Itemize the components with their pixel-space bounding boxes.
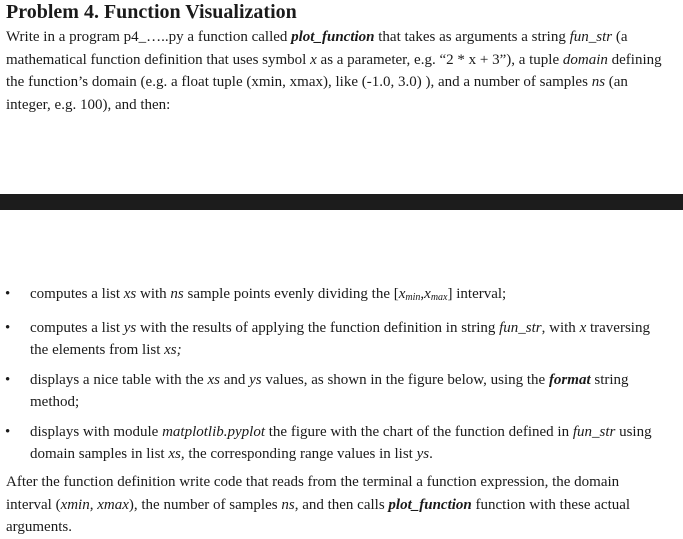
- bullet-icon: •: [5, 286, 11, 302]
- bullet-icon: •: [5, 319, 11, 336]
- function-name: plot_function: [388, 496, 472, 513]
- bullet-icon: •: [5, 423, 11, 440]
- intro-paragraph: Write in a program p4_…..py a function called plot_function that takes as arguments a string fun_str (a mathematical function definition that uses symbol x as a parameter, e.g. “2 * x + 3”), a tuple domain defining the function’s domain (e.g. a float tuple (xmin, xmax), like (-1.0, 3.0) ), and a number of samples ns (an integer, e.g. 100), and then:: [6, 29, 662, 113]
- list-item: • displays with module matplotlib.pyplot the figure with the chart of the function defined in fun_str using domain samples in list xs, the corresponding range values in list ys.: [5, 423, 652, 462]
- closing-paragraph: After the function definition write code that reads from the terminal a function expression, the domain interval (xmin, xmax), the number of samples ns, and then calls plot_function function with these actual arguments.: [6, 474, 631, 535]
- list-item: • computes a list ys with the results of applying the function definition in string fun_str, with x traversing the elements from list xs;: [5, 319, 650, 358]
- problem-title: Problem 4. Function Visualization: [6, 1, 297, 23]
- list-item: • displays a nice table with the xs and ys values, as shown in the figure below, using the format string method;: [5, 371, 629, 410]
- function-name: plot_function: [291, 29, 375, 45]
- requirements-list: [0, 283, 683, 473]
- bullet-icon: •: [5, 371, 11, 388]
- black-divider-bar: [0, 194, 683, 210]
- list-item: • computes a list xs with ns sample points evenly dividing the $[x_{min},x_{max}]$ interval;: [5, 286, 507, 303]
